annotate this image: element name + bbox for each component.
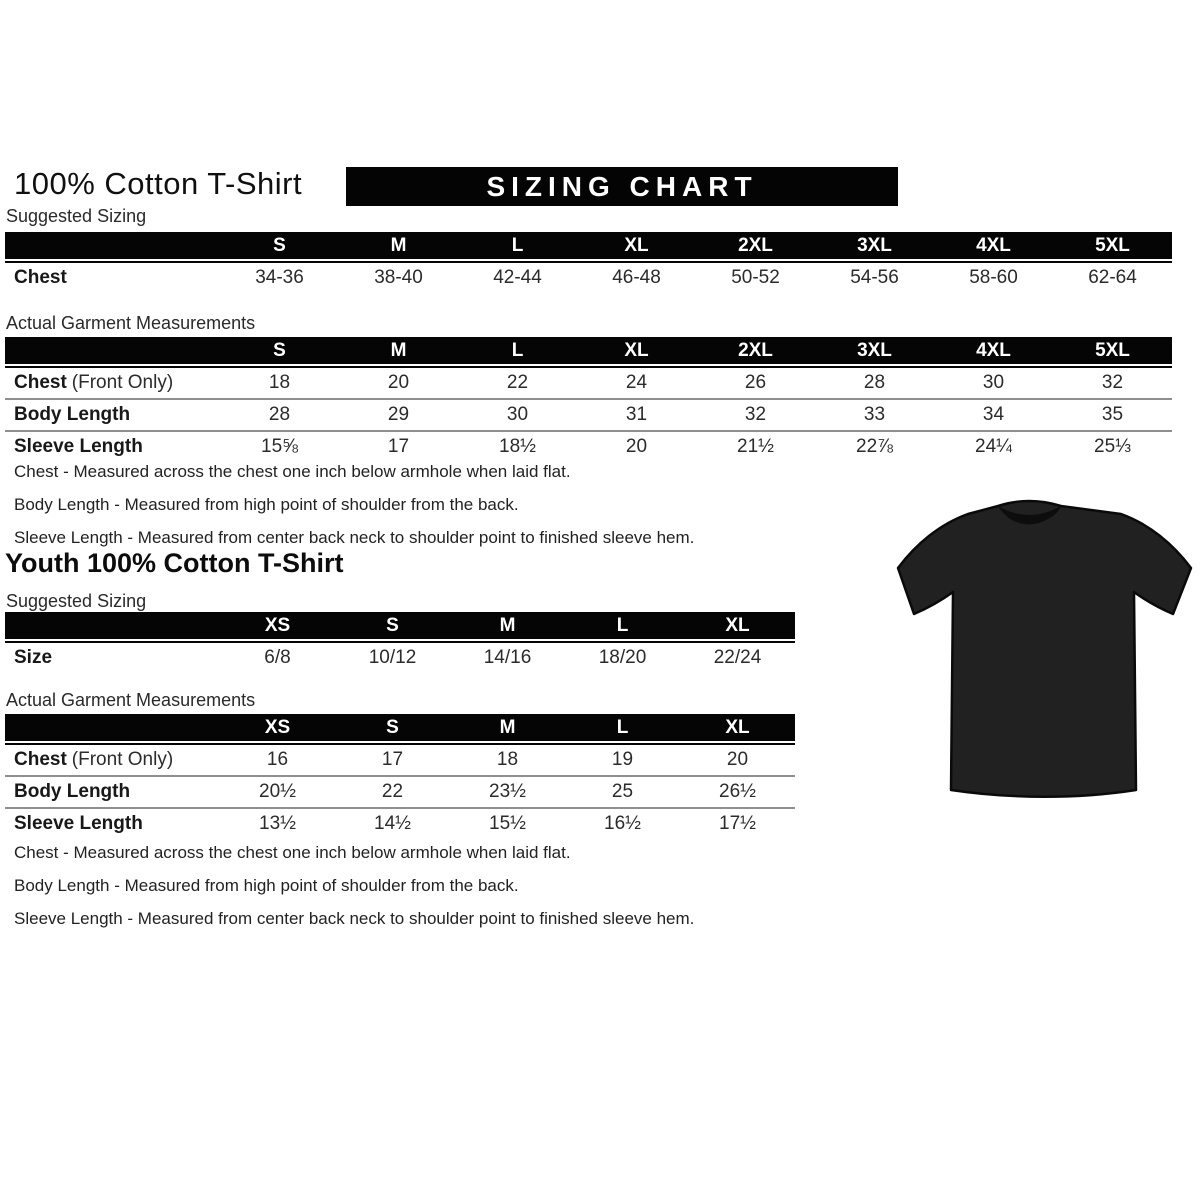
row-label-text: Chest [14,372,67,393]
column-header: M [499,614,516,636]
column-header: 2XL [738,339,773,361]
column-header: M [499,716,516,738]
youth-measurements-label: Actual Garment Measurements [6,690,256,710]
adult-notes [14,455,694,554]
column-header: M [390,339,407,361]
cell: 31 [625,404,648,425]
youth-suggested-header-row [5,612,795,639]
cell: 21½ [737,436,774,457]
youth-measurements-header-row [5,714,795,741]
column-header: 2XL [738,234,773,256]
row-label: Chest [14,267,67,288]
cell: 22⅞ [856,436,893,457]
cell: 46-48 [612,267,661,288]
column-header: 5XL [1095,339,1130,361]
column-header: S [386,716,399,738]
cell: 19 [611,749,634,770]
column-header: L [511,234,524,256]
column-header: L [616,716,629,738]
cell: 23½ [489,781,526,802]
cell: 54-56 [850,267,899,288]
cell: 17½ [719,813,756,834]
note-line: Chest - Measured across the chest one inch below armhole when laid flat. [14,462,571,481]
row-label-text: Body Length [14,404,131,425]
cell: 34-36 [255,267,304,288]
cell: 20 [387,372,410,393]
cell: 30 [506,404,529,425]
cell: 14/16 [483,647,532,668]
column-header: XL [624,234,649,256]
note-line: Sleeve Length - Measured from center back neck to shoulder point to finished sleeve hem. [14,909,695,928]
column-header: 4XL [976,234,1011,256]
youth-suggested-table [5,612,795,673]
adult-suggested-sizing-label: Suggested Sizing [6,206,147,226]
page-title: 100% Cotton T-Shirt [14,166,303,201]
cell: 25⅓ [1094,436,1131,457]
cell: 30 [982,372,1005,393]
row-label [5,813,220,835]
row-label [5,781,220,803]
row-label-suffix: (Front Only) [71,372,174,393]
cell: 58-60 [969,267,1018,288]
column-header: S [386,614,399,636]
cell: 22 [381,781,404,802]
cell: 33 [863,404,886,425]
adult-suggested-header-row [5,232,1172,259]
row-label-text: Sleeve Length [14,813,143,834]
cell: 15⅝ [261,436,298,457]
cell: 20 [625,436,648,457]
column-header: XL [725,716,750,738]
tshirt-silhouette-icon [892,494,1198,806]
table-row [5,745,795,775]
cell: 18 [268,372,291,393]
table-row [5,263,1172,293]
note-line: Chest - Measured across the chest one inch below armhole when laid flat. [14,843,571,862]
cell: 24 [625,372,648,393]
cell: 22 [506,372,529,393]
cell: 24¼ [975,436,1012,457]
youth-suggested-sizing-label: Suggested Sizing [6,591,147,611]
cell: 18/20 [598,647,647,668]
cell: 26 [744,372,767,393]
column-header: XS [264,614,291,636]
cell: 15½ [489,813,526,834]
cell: 14½ [374,813,411,834]
row-label-text: Chest [14,749,67,770]
cell: 50-52 [731,267,780,288]
adult-measurements-table [5,337,1172,462]
cell: 20½ [259,781,296,802]
column-header: XL [624,339,649,361]
note-line: Body Length - Measured from high point of shoulder from the back. [14,876,519,895]
cell: 26½ [719,781,756,802]
cell: 20 [726,749,749,770]
cell: 17 [381,749,404,770]
cell: 38-40 [374,267,423,288]
black-tshirt-image [892,494,1198,806]
cell: 16 [266,749,289,770]
cell: 28 [863,372,886,393]
cell: 25 [611,781,634,802]
cell: 18 [496,749,519,770]
youth-measurements-table [5,714,795,839]
cell: 28 [268,404,291,425]
youth-title: Youth 100% Cotton T-Shirt [5,548,344,578]
column-header: 3XL [857,339,892,361]
column-header: M [390,234,407,256]
column-header: 3XL [857,234,892,256]
cell: 10/12 [368,647,417,668]
column-header: XS [264,716,291,738]
cell: 22/24 [713,647,762,668]
table-row [5,775,795,807]
cell: 62-64 [1088,267,1137,288]
sizing-chart-banner: SIZING CHART [346,167,898,206]
cell: 18½ [499,436,536,457]
note-line: Sleeve Length - Measured from center back neck to shoulder point to finished sleeve hem. [14,528,695,547]
column-header: S [273,339,286,361]
cell: 32 [744,404,767,425]
cell: 34 [982,404,1005,425]
row-label [5,749,220,771]
youth-notes [14,836,694,935]
table-row [5,398,1172,430]
cell: 13½ [259,813,296,834]
row-label-suffix: (Front Only) [71,749,174,770]
column-header: S [273,234,286,256]
adult-measurements-label: Actual Garment Measurements [6,313,256,333]
column-header: L [511,339,524,361]
cell: 32 [1101,372,1124,393]
table-row [5,807,795,839]
table-row [5,368,1172,398]
row-label [5,404,220,426]
row-label-text: Body Length [14,781,131,802]
cell: 6/8 [264,647,291,668]
cell: 29 [387,404,410,425]
row-label-text: Sleeve Length [14,436,143,457]
column-header: 5XL [1095,234,1130,256]
column-header: 4XL [976,339,1011,361]
cell: 35 [1101,404,1124,425]
row-label [5,372,220,394]
column-header: L [616,614,629,636]
adult-measurements-header-row [5,337,1172,364]
row-label: Size [14,647,53,668]
adult-suggested-table [5,232,1172,293]
table-row [5,643,795,673]
note-line: Body Length - Measured from high point of shoulder from the back. [14,495,519,514]
cell: 16½ [604,813,641,834]
cell: 42-44 [493,267,542,288]
cell: 17 [387,436,410,457]
column-header: XL [725,614,750,636]
